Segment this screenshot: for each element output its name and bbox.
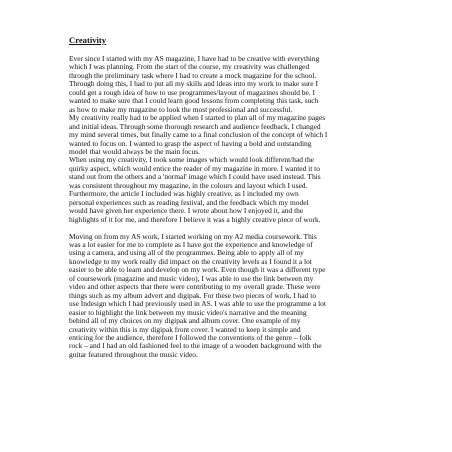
text-line: wanted to focus on. I wanted to grasp the aspect of having a bold and outstanding — [69, 139, 312, 148]
text-line: behind all of my choices on my digipak and album cover. One example of my — [69, 317, 301, 326]
text-line: My creativity really had to be applied when I started to plan all of my magazine pages — [69, 114, 326, 123]
text-line: Ever since I started with my AS magazine, I have had to be creative with everything — [69, 55, 320, 63]
text-line: things such as my album advert and digipak. For these two pieces of work, I had to — [69, 291, 317, 300]
text-line: highlights of it for me, and therefore I believe it was a highly creative piece of work. — [69, 215, 321, 224]
text-line: which I was planning. From the start of the course, my creativity was challenged — [69, 63, 310, 72]
text-line: would have given her experience there. I wrote about how I enjoyed it, and the — [69, 207, 304, 216]
text-line: When using my creativity, I took some images which would look different/had the — [69, 156, 314, 165]
text-line: Furthermore, the article I included was highly creative, as I included my own — [69, 190, 299, 199]
paragraph-1 — [69, 55, 381, 224]
text-line: easier to highlight the link between my music video's narrative and the meaning — [69, 308, 307, 317]
text-line: wanted to make sure that I could learn good lessons from completing this task, such — [69, 97, 319, 106]
text-line: Moving on from my AS work, I started working on my A2 media coursework. This — [69, 232, 317, 241]
text-line: creativity within this is my digipak front cover. I wanted to keep it simple and — [69, 325, 301, 334]
text-line: using a camera, and using all of the programmes. Being able to apply all of my — [69, 249, 304, 258]
text-line: easier to be able to learn and develop on my work. Even though it was a different type — [69, 266, 326, 275]
text-line: guitar featured throughout the music video. — [69, 350, 198, 359]
text-line: was a lot easier for me to complete as I have got the experience and knowledge of — [69, 241, 313, 250]
text-line: through the preliminary task where I had to create a mock magazine for the school. — [69, 71, 317, 80]
text-line: as how to make my magazine to look the most professional and successful. — [69, 105, 293, 114]
text-line: could get a rough idea of how to use programmes/layout of magazines should be. I — [69, 88, 315, 97]
text-line: quirky aspect, which would entice the reader of my magazine in more. I wanted it to — [69, 164, 320, 173]
text-line: model that would always be the main focus. — [69, 147, 200, 156]
text-line: enticing for the audience, therefore I followed the conventions of the genre – folk — [69, 334, 312, 342]
text-line: use Indesign which I had previously used in AS. I was able to use the programme a lot — [69, 300, 326, 309]
text-line: personal experiences such as reading festival, and the feedback which my model — [69, 198, 309, 207]
document-title: Creativity — [69, 35, 107, 45]
text-line: video and other aspects that there were contributing to my overall grade. These were — [69, 283, 321, 292]
text-line: was consistent throughout my magazine, in the colours and layout which I used. — [69, 181, 308, 190]
text-line: Through doing this, I had to put all my skills and ideas into my work to make sure I — [69, 80, 318, 89]
text-line: stand out from the others and a 'normal' image which I could have used instead. This — [69, 173, 321, 182]
document-body — [69, 35, 381, 359]
text-line: my mind several times, but finally came to a final conclusion of the concept of which I — [69, 131, 328, 140]
text-line: of coursework (magazine and music video), I was able to use the link between my — [69, 274, 314, 283]
text-line: rock – and I had an old fashioned feel to the image of a wooden background with the — [69, 342, 322, 351]
text-line: knowledge to my work really did impact on the creativity levels as I found it a lot — [69, 257, 312, 266]
paragraph-2 — [69, 233, 381, 360]
text-line: and initial ideas. Through some thorough research and audience feedback, I changed — [69, 122, 321, 131]
